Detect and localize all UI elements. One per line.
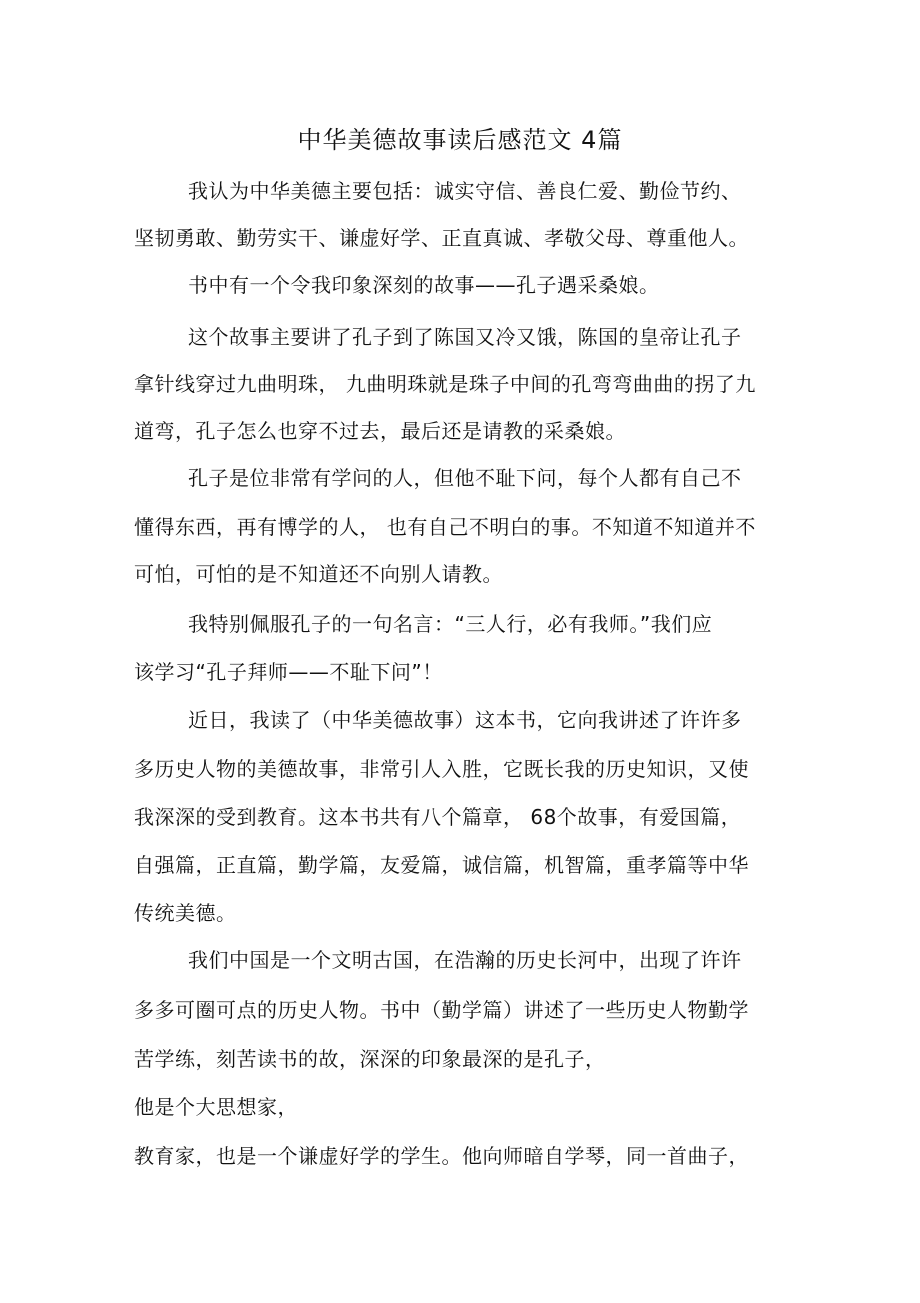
paragraph-line: 教育家，也是一个谦虚好学的学生。他向师暗自学琴，同一首曲子，: [134, 1144, 749, 1168]
paragraph-line: 拿针线穿过九曲明珠， 九曲明珠就是珠子中间的孔弯弯曲曲的拐了九: [134, 372, 756, 396]
paragraph-line: 坚韧勇敢、勤劳实干、谦虚好学、正直真诚、孝敬父母、尊重他人。: [134, 226, 749, 250]
paragraph-line: 我特别佩服孔子的一句名言：“三人行，必有我师。”我们应: [188, 612, 713, 636]
paragraph-line: 近日，我读了（中华美德故事）这本书，它向我讲述了许许多: [188, 708, 742, 732]
paragraph-line: 孔子是位非常有学问的人，但他不耻下问，每个人都有自己不: [188, 466, 742, 490]
paragraph-line: 懂得东西，再有博学的人， 也有自己不明白的事。不知道不知道并不: [134, 515, 756, 539]
document-title: 中华美德故事读后感范文 4篇: [297, 126, 623, 154]
paragraph-line: 自强篇，正直篇，勤学篇，友爱篇，诚信篇，机智篇，重孝篇等中华: [134, 853, 749, 877]
paragraph-line: 道弯，孔子怎么也穿不过去，最后还是请教的采桑娘。: [134, 419, 626, 443]
paragraph-line: 苦学练，刻苦读书的故，深深的印象最深的是孔子，: [134, 1047, 606, 1071]
paragraph-line: 传统美德。: [134, 901, 237, 925]
paragraph-line: 该学习“孔子拜师——不耻下问”！: [134, 660, 443, 684]
paragraph-line: 多历史人物的美德故事，非常引人入胜，它既长我的历史知识，又使: [134, 757, 749, 781]
paragraph-line: 他是个大思想家，: [134, 1095, 298, 1119]
paragraph-line: 我深深的受到教育。这本书共有八个篇章， 68个故事，有爱国篇，: [134, 805, 742, 829]
paragraph-line: 多多可圈可点的历史人物。书中（勤学篇）讲述了一些历史人物勤学: [134, 998, 749, 1022]
paragraph-line: 书中有一个令我印象深刻的故事——孔子遇采桑娘。: [188, 273, 660, 297]
paragraph-line: 可怕，可怕的是不知道还不向别人请教。: [134, 562, 503, 586]
paragraph-line: 我认为中华美德主要包括：诚实守信、善良仁爱、勤俭节约、: [188, 179, 742, 203]
paragraph-line: 这个故事主要讲了孔子到了陈国又冷又饿，陈国的皇帝让孔子: [188, 325, 742, 349]
paragraph-line: 我们中国是一个文明古国，在浩瀚的历史长河中，出现了许许: [188, 948, 742, 972]
